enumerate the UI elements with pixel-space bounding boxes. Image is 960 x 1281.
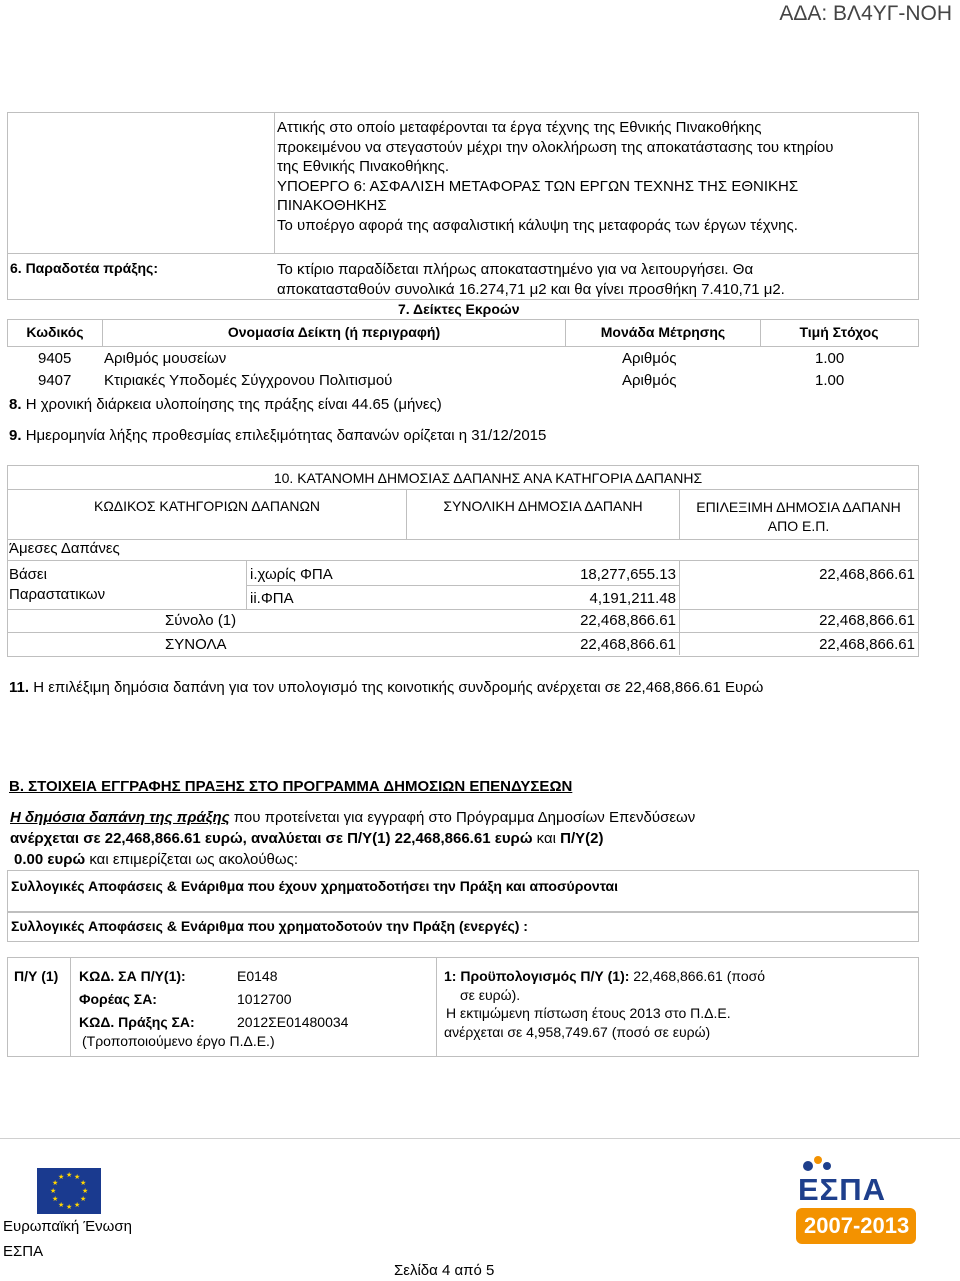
foreas-value: 1012700 xyxy=(237,991,292,1007)
row-vat-label: ii.ΦΠΑ xyxy=(250,590,294,607)
deliverables-text: Το κτίριο παραδίδεται πλήρως αποκαταστημένο για να λειτουργήσει. Θα αποκατασταθούν συνολικά 16.274,71 μ2 και θα γίνει προσθήκη 7.410,71 μ2. xyxy=(277,261,785,298)
budget-amount: 1: Προϋπολογισμός Π/Υ (1): 22,468,866.61 (ποσό σε ευρώ). Η εκτιμώμενη πίστωση έτους 2013 στο Π.Δ.Ε. ανέρχεται σε 4,958,749.67 (ποσό σε ευρώ) xyxy=(444,968,766,1040)
indicators-title: 7. Δείκτες Εκροών xyxy=(398,301,520,317)
allocation-title: 10. ΚΑΤΑΝΟΜΗ ΔΗΜΟΣΙΑΣ ΔΑΠΑΝΗΣ ΑΝΑ ΚΑΤΗΓΟΡΙΑ ΔΑΠΑΝΗΣ xyxy=(273,470,703,486)
row-no-vat-label: i.χωρίς ΦΠΑ xyxy=(250,566,333,583)
col-total: ΣΥΝΟΛΙΚΗ ΔΗΜΟΣΙΑ ΔΑΠΑΝΗ xyxy=(443,498,643,514)
kod-praxis-value: 2012ΣΕ01480034 xyxy=(237,1014,349,1030)
grand-total-total: 22,468,866.61 xyxy=(580,636,676,653)
col-target: Τιμή Στόχος xyxy=(799,324,879,340)
row-vat-total: 4,191,211.48 xyxy=(589,590,676,607)
col-code: Κωδικός xyxy=(26,324,84,340)
community-contribution: 11. Η επιλέξιμη δημόσια δαπάνη για τον υπολογισμό της κοινοτικής συνδρομής ανέρχεται σε 22,468,866.61 Ευρώ xyxy=(9,679,764,696)
col-unit: Μονάδα Μέτρησης xyxy=(600,324,726,340)
espa-logo xyxy=(796,1150,916,1246)
top-text: Αττικής στο οποίο μεταφέρονται τα έργα τέχνης της Εθνικής Πινακοθήκης προκειμένου να στεγαστούν μέχρι την ολοκλήρωση της αποκατάστασης του κτηρίου της Εθνικής Πινακοθήκης. ΥΠΟΕΡΓΟ 6: ΑΣΦΑΛΙΣΗ ΜΕΤΑΦΟΡΑΣ ΤΩΝ ΕΡΓΩΝ ΤΕΧΝΗΣ ΤΗΣ ΕΘΝΙΚΗΣ ΠΙΝΑΚΟΘΗΚΗΣ Το υποέργο αφορά της ασφαλιστική κάλυψη της μεταφοράς των έργων τέχνης. xyxy=(277,119,834,234)
grand-total-label: ΣΥΝΟΛΑ xyxy=(165,636,227,653)
row-no-vat-total: 18,277,655.13 xyxy=(580,566,676,583)
deadline-line: 9. Ημερομηνία λήξης προθεσμίας επιλεξιμότητας δαπανών ορίζεται η 31/12/2015 xyxy=(9,427,547,444)
basis-label: Βάσει Παραστατικων xyxy=(9,566,106,603)
row-no-vat-eligible: 22,468,866.61 xyxy=(819,566,915,583)
active-decisions-label: Συλλογικές Αποφάσεις & Ενάριθμα που χρηματοδοτούν την Πράξη (ενεργές) : xyxy=(11,918,528,934)
espa-logo-text: ΕΣΠΑ xyxy=(798,1172,887,1207)
withdrawn-decisions-label: Συλλογικές Αποφάσεις & Ενάριθμα που έχουν χρηματοδοτήσει την Πράξη και αποσύρονται xyxy=(11,878,619,894)
budget-py-label: Π/Υ (1) xyxy=(14,968,59,984)
eu-label: Ευρωπαϊκή Ένωση xyxy=(3,1218,132,1235)
duration-line: 8. Η χρονική διάρκεια υλοποίησης της πράξης είναι 44.65 (μήνες) xyxy=(9,396,442,413)
direct-costs: Άμεσες Δαπάνες xyxy=(9,540,120,557)
espa-logo-years: 2007-2013 xyxy=(804,1213,910,1238)
subtotal-eligible: 22,468,866.61 xyxy=(819,612,915,629)
espa-label: ΕΣΠΑ xyxy=(3,1243,44,1260)
deliverables-label: 6. Παραδοτέα πράξης: xyxy=(10,260,158,276)
section-b-title: Β. ΣΤΟΙΧΕΙΑ ΕΓΓΡΑΦΗΣ ΠΡΑΞΗΣ ΣΤΟ ΠΡΟΓΡΑΜΜΑ ΔΗΜΟΣΙΩΝ ΕΠΕΝΔΥΣΕΩΝ xyxy=(9,778,573,795)
modified-project: (Τροποποιούμενο έργο Π.Δ.Ε.) xyxy=(82,1033,275,1049)
section-b-paragraph: Η δημόσια δαπάνη της πράξης που προτείνεται για εγγραφή στο Πρόγραμμα Δημοσίων Επενδύσεων ανέρχεται σε 22,468,866.61 ευρώ, αναλύεται σε Π/Υ(1) 22,468,866.61 ευρώ και Π/Υ(2) 0.00 ευρώ και επιμερίζεται ως ακολούθως: xyxy=(10,809,696,868)
foreas-label: Φορέας ΣΑ: xyxy=(79,991,157,1007)
page-number: Σελίδα 4 από 5 xyxy=(394,1262,495,1279)
eu-flag-icon: ★ ★ ★ ★ ★ ★ ★ ★ ★ ★ ★ ★ xyxy=(37,1168,101,1214)
kod-sa-value: Ε0148 xyxy=(237,968,278,984)
subtotal-total: 22,468,866.61 xyxy=(580,612,676,629)
col-name: Ονομασία Δείκτη (ή περιγραφή) xyxy=(227,324,441,340)
col-eligible: ΕΠΙΛΕΞΙΜΗ ΔΗΜΟΣΙΑ ΔΑΠΑΝΗ ΑΠΟ Ε.Π. xyxy=(696,499,901,534)
ada-code: ΑΔΑ: ΒΛ4ΥΓ-ΝΟΗ xyxy=(779,2,952,25)
kod-sa-label: ΚΩΔ. ΣΑ Π/Υ(1): xyxy=(79,968,186,984)
grand-total-eligible: 22,468,866.61 xyxy=(819,636,915,653)
col-category: ΚΩΔΙΚΟΣ ΚΑΤΗΓΟΡΙΩΝ ΔΑΠΑΝΩΝ xyxy=(93,498,321,514)
kod-praxis-label: ΚΩΔ. Πράξης ΣΑ: xyxy=(79,1014,195,1030)
subtotal-label: Σύνολο (1) xyxy=(165,612,237,629)
